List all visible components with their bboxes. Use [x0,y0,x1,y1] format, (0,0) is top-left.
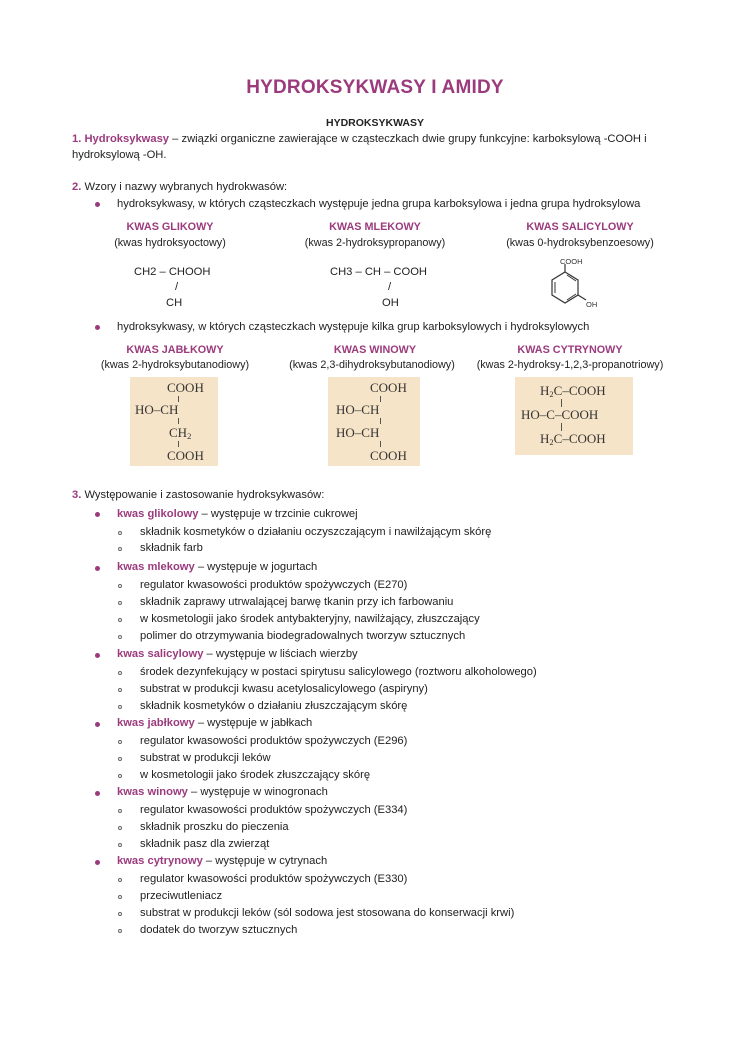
usage-item: regulator kwasowości produktów spożywczych (E330) [140,873,408,885]
usage-item: regulator kwasowości produktów spożywczych (E296) [140,735,408,747]
bond-line [178,441,179,447]
bond-line [380,396,381,402]
bullet-text: hydroksykwasy, w których cząsteczkach występuje kilka grup karboksylowych i hydroksylowych [117,321,590,333]
section-number: 2. [72,181,82,193]
chem-subscript: 2 [549,437,554,447]
bullet-icon [95,202,100,207]
page-title: HYDROKSYKWASY I AMIDY [246,77,504,98]
acid-label: kwas winowy [117,786,188,798]
sub-bullet-icon [118,774,122,778]
acid-occurrence: – występuje w jogurtach [194,561,318,573]
acid-name: KWAS SALICYLOWY [526,221,634,233]
acid-occurrence: – występuje w trzcinie cukrowej [198,508,358,520]
usage-item: substrat w produkcji leków (sól sodowa jest stosowana do konserwacji krwi) [140,907,515,919]
section-subtitle: HYDROKSYKWASY [325,117,424,129]
chem-group: HO–CH [135,402,179,417]
usage-item: substrat w produkcji kwasu acetylosalicylowego (aspiryny) [140,683,428,695]
chem-group: C [553,383,563,398]
acid-label: kwas glikolowy [117,508,199,520]
acid-name: KWAS WINOWY [333,344,417,356]
acid-occurrence: – występuje w jabłkach [194,717,313,729]
bullet-icon [95,512,100,517]
section-number: 1. [72,133,82,145]
usage-item: składnik kosmetyków o działaniu złuszczającym skórę [140,700,408,712]
acid-label: kwas cytrynowy [117,855,203,867]
section-text: Wzory i nazwy wybranych hydrokwasów: [81,181,288,193]
chem-group: –COOH [562,431,606,446]
acid-occurrence: – występuje w cytrynach [202,855,328,867]
usage-item: składnik zaprawy utrwalającej barwę tkanin przy ich farbowaniu [140,596,454,608]
sub-bullet-icon [118,809,122,813]
acid-systematic-name: (kwas 0-hydroksybenzoesowy) [506,237,654,249]
citric-acid-structure [515,377,633,455]
usage-group-heading [117,855,327,867]
sub-bullet-icon [118,912,122,916]
chem-group: HO–CH [336,425,380,440]
acid-label: kwas salicylowy [117,648,204,660]
usage-item: dodatek do tworzyw sztucznych [140,924,298,936]
oh-label: OH [586,300,598,309]
bond-line [380,418,381,424]
bullet-icon [95,325,100,330]
chem-group: HO–C–COOH [521,407,599,422]
acid-occurrence: – występuje w liściach wierzby [203,648,358,660]
usage-item: polimer do otrzymywania biodegradowalnych tworzyw sztucznych [140,630,466,642]
formula-line: OH [382,297,399,309]
acid-occurrence: – występuje w winogronach [187,786,328,798]
acid-label: kwas jabłkowy [117,717,195,729]
bond-line [178,418,179,424]
sub-bullet-icon [118,671,122,675]
formula-line: CH3 – CH – COOH [330,266,427,278]
acid-systematic-name: (kwas 2-hydroksypropanowy) [304,237,446,249]
usage-item: składnik farb [140,542,203,554]
chem-group: COOH [370,448,407,463]
formula-bond: / [175,281,179,293]
sub-bullet-icon [118,826,122,830]
bullet-text: hydroksykwasy, w których cząsteczkach występuje jedna grupa karboksylowa i jedna grupa hydroksylowa [117,198,641,210]
chem-group: –COOH [562,383,606,398]
usage-item: składnik proszku do pieczenia [140,821,289,833]
bullet-icon [95,653,100,658]
bond-line [561,399,562,407]
definition-line-2: hydroksylową -OH. [72,149,167,161]
sub-bullet-icon [118,531,122,535]
section-2-heading [72,181,287,193]
formula-bond: / [388,281,392,293]
usage-item: w kosmetologii jako środek antybakteryjny, nawilżający, złuszczający [140,613,480,625]
sub-bullet-icon [118,929,122,933]
chem-group: C [553,431,563,446]
usage-item: substrat w produkcji leków [140,752,271,764]
bullet-icon [95,791,100,796]
tartaric-acid-structure [328,377,420,466]
acid-name: KWAS CYTRYNOWY [517,344,623,356]
acid-systematic-name: (kwas 2,3-dihydroksybutanodiowy) [289,359,455,371]
sub-bullet-icon [118,878,122,882]
bullet-icon [95,860,100,865]
sub-bullet-icon [118,757,122,761]
acid-label: kwas mlekowy [117,561,195,573]
cooh-label: COOH [560,258,583,266]
bond-line [561,423,562,431]
definition-line-1 [72,133,647,145]
chem-group: COOH [370,380,407,395]
chem-group: COOH [167,380,204,395]
sub-bullet-icon [118,895,122,899]
definition-term: Hydroksykwasy [84,133,170,145]
usage-item: regulator kwasowości produktów spożywczych (E334) [140,804,408,816]
sub-bullet-icon [118,547,122,551]
usage-item: środek dezynfekujący w postaci spirytusu salicylowego (roztworu alkoholowego) [140,666,537,678]
acid-systematic-name: (kwas hydroksyoctowy) [114,237,226,249]
acid-systematic-name: (kwas 2-hydroksy-1,2,3-propanotriowy) [476,359,664,371]
usage-group-heading [117,786,328,798]
usage-group-heading [117,508,358,520]
definition-text: – związki organiczne zawierające w cząsteczkach dwie grupy funkcyjne: karboksylową -COOH i [169,133,647,145]
sub-bullet-icon [118,618,122,622]
usage-item: składnik pasz dla zwierząt [140,838,270,850]
acid-systematic-name: (kwas 2-hydroksybutanodiowy) [100,359,250,371]
chem-group: H [540,383,550,398]
malic-acid-structure [130,377,218,466]
bond-line [380,441,381,447]
section-number: 3. [72,489,82,501]
acid-name: KWAS JABŁKOWY [126,344,224,356]
section-3-heading [72,489,324,501]
formula-line: CH [166,297,183,309]
usage-item: składnik kosmetyków o działaniu oczyszczającym i nawilżającym skórę [140,526,492,538]
bullet-icon [95,722,100,727]
sub-bullet-icon [118,843,122,847]
sub-bullet-icon [118,705,122,709]
chem-group: H [540,431,550,446]
sub-bullet-icon [118,601,122,605]
sub-bullet-icon [118,740,122,744]
usage-group-heading [117,561,317,573]
section-text: Występowanie i zastosowanie hydroksykwasów: [81,489,325,501]
acid-name: KWAS GLIKOWY [126,221,214,233]
usage-item: regulator kwasowości produktów spożywczych (E270) [140,579,408,591]
chem-group: HO–CH [336,402,380,417]
sub-bullet-icon [118,688,122,692]
usage-group-heading [117,648,358,660]
chem-subscript: 2 [187,431,192,441]
usage-item: przeciwutleniacz [140,890,223,902]
acid-name: KWAS MLEKOWY [329,221,421,233]
formula-line: CH2 – CHOOH [134,266,211,278]
usage-group-heading [117,717,312,729]
usage-item: w kosmetologii jako środek złuszczający skórę [140,769,371,781]
sub-bullet-icon [118,584,122,588]
salicylic-acid-structure [540,258,610,318]
chem-group: COOH [167,448,204,463]
bullet-icon [95,566,100,571]
chem-subscript: 2 [549,389,554,399]
sub-bullet-icon [118,635,122,639]
chem-group: CH [169,425,188,440]
